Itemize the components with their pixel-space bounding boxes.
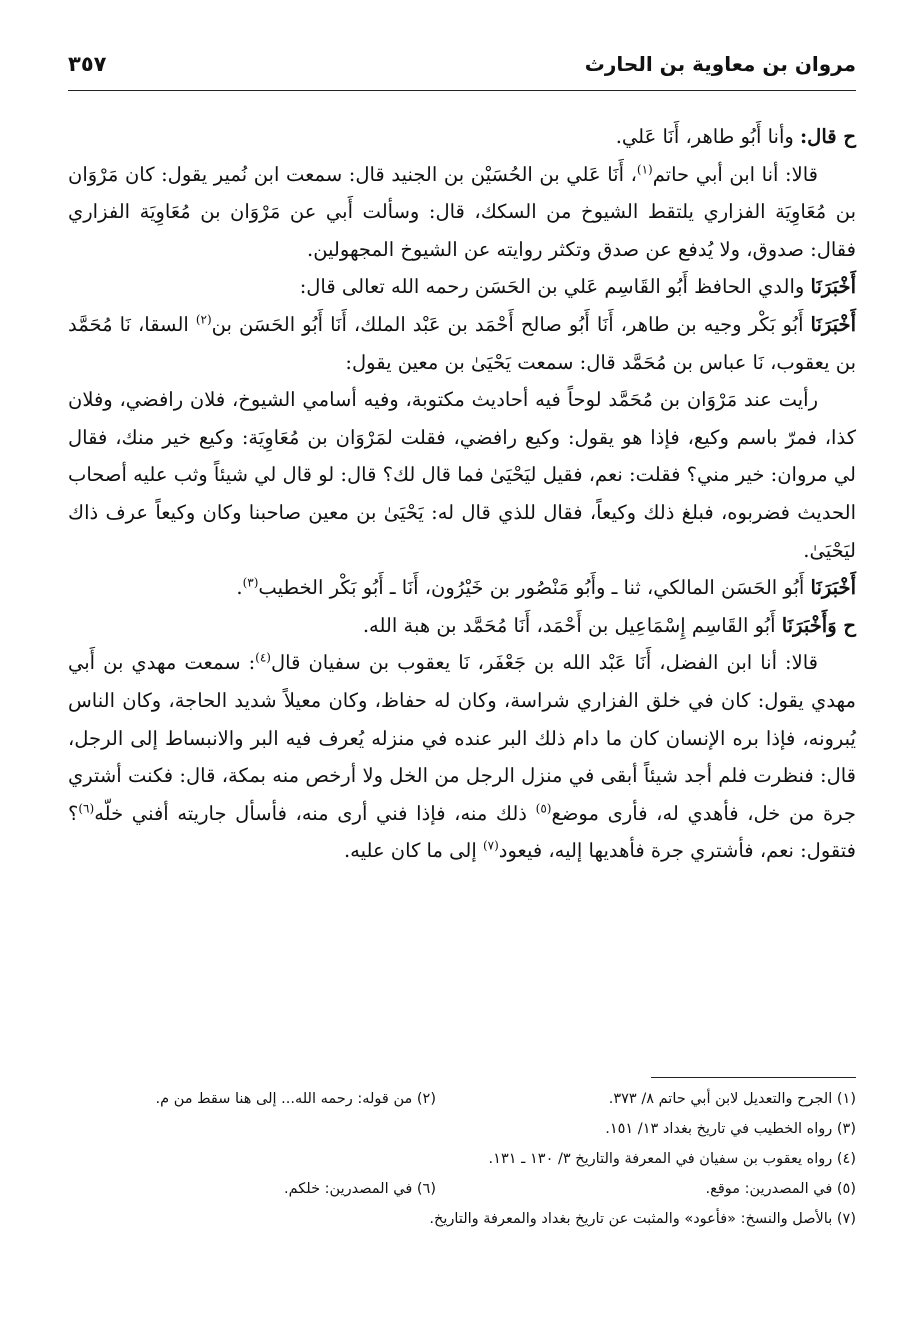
footnote-marker: (١) (636, 162, 653, 177)
text-run: : سمعت مهدي بن أَبي مهدي يقول: كان في خلق الفزاري شراسة، وكان له حفاظ، وكان معيلاً شديد الحاجة، وكان الناس يُبرونه، فإذا بره الإنسان كان ما دام ذلك البر عنده في منزله يُعرف فيه البر والانبساط إلى الرجل، قال: فنظرت فلم أجد شيئاً أبقى في منزل الرجل من الخل ولا أرخص منه بمكة، قال: فكنت أشتري جرة من خل، فأهدي له، فأرى موضع (68, 651, 856, 825)
paragraph-lead: ح قال: (799, 125, 856, 148)
text-run: . (236, 576, 243, 600)
text-run: وأنا أَبُو طاهر، أَنَا عَلي. (615, 125, 800, 148)
paragraph-lead: أَخْبَرَنَا (810, 275, 856, 299)
paragraph (68, 156, 856, 269)
footnote: (٦) في المصدرين: خلكم. (284, 1181, 436, 1197)
header-title: مروان بن معاوية بن الحارث (584, 52, 856, 76)
footnote-row (68, 1084, 856, 1114)
text-run: والدي الحافظ أَبُو القَاسِم عَلي بن الحَسَن رحمه الله تعالى قال: (299, 275, 811, 299)
paragraph (68, 118, 856, 156)
page-number: ٣٥٧ (68, 52, 107, 76)
text-run: أَبُو القَاسِم إِسْمَاعِيل بن أَحْمَد، أَنَا مُحَمَّد بن هبة الله. (362, 613, 782, 637)
paragraph (68, 607, 856, 645)
footnotes (68, 1084, 856, 1234)
footnote-marker: (٥) (535, 801, 552, 816)
footnote: (٣) رواه الخطيب في تاريخ بغداد ١٣/ ١٥١. (605, 1121, 856, 1137)
text-run: أَبُو بَكْر وجيه بن طاهر، أَنَا أَبُو صالح أَحْمَد بن عَبْد الملك، أَنَا أَبُو الحَسَن بن (211, 312, 811, 336)
footnote: (٧) بالأصل والنسخ: «فأعود» والمثبت عن تاريخ بغداد والمعرفة والتاريخ. (429, 1211, 856, 1227)
text-run: ، أَنَا عَلي بن الحُسَيْن بن الجنيد قال: سمعت ابن نُمير يقول: كان مَرْوَان بن مُعَاوِيَة الفزاري يلتقط الشيوخ من السكك، قال: وسألت أَبي عن مَرْوَان بن مُعَاوِيَة الفزاري فقال: صدوق، ولا يُدفع عن صدق وتكثر روايته عن الشيوخ المجهولين. (68, 162, 856, 261)
footnote: (٢) من قوله: رحمه الله... إلى هنا سقط من م. (155, 1091, 436, 1107)
text-run: ؟ فتقول: نعم، فأشتري جرة فأهديها إليه، فيعود (68, 801, 856, 863)
text-run: إلى ما كان عليه. (343, 839, 483, 863)
paragraph (68, 569, 856, 607)
footnote-row (68, 1144, 856, 1174)
paragraph (68, 381, 856, 569)
paragraph (68, 306, 856, 381)
text-run: قالا: أنا ابن أبي حاتم (652, 162, 818, 186)
text-run: ذلك منه، فإذا فني أرى منه، فأسأل جاريته أفني خلّه (94, 801, 536, 825)
footnote-row (68, 1204, 856, 1234)
footnote-marker: (٤) (255, 650, 271, 665)
text-run: قالا: أنا ابن الفضل، أَنَا عَبْد الله بن جَعْفَر، نَا يعقوب بن سفيان قال (270, 651, 818, 675)
paragraph-lead: أَخْبَرَنَا (810, 312, 856, 336)
text-run: السقا، نَا مُحَمَّد بن يعقوب، نَا عباس بن مُحَمَّد قال: سمعت يَحْيَىٰ بن معين يقول: (68, 312, 856, 374)
footnote-row (68, 1114, 856, 1144)
text-run: أَبُو الحَسَن المالكي، ثنا ـ وأَبُو مَنْصُور بن خَيْرُون، أَنَا ـ أَبُو بَكْر الخطيب (258, 576, 811, 600)
text-run: رأيت عند مَرْوَان بن مُحَمَّد لوحاً فيه أحاديث مكتوبة، وفيه أسامي الشيوخ، فلان رافضي، وفلان كذا، فمرّ باسم وكيع، فإذا هو يقول: وكيع رافضي، فقلت لمَرْوَان بن مُعَاوِيَة: وكيع خير منك، فقال لي مروان: خير مني؟ فقلت: نعم، فقيل ليَحْيَىٰ فما قال لك؟ قال: لو قال لي شيئاً وثب عليه أصحاب الحديث فضربوه، فبلغ ذلك وكيعاً، فقال للذي قال له: يَحْيَىٰ بن معين صاحبنا وكان وكيعاً عرف ذاك ليَحْيَىٰ. (68, 388, 856, 562)
footnote-row (68, 1174, 856, 1204)
footnote: (٥) في المصدرين: موقع. (705, 1181, 856, 1197)
paragraph-lead: ح وَأَخْبَرَنَا (781, 613, 856, 637)
footnote-marker: (٧) (482, 838, 499, 853)
paragraph-lead: أَخْبَرَنَا (810, 576, 856, 600)
paragraph (68, 268, 856, 306)
footnote-divider (651, 1077, 856, 1078)
footnote-marker: (٢) (195, 312, 212, 327)
footnote-marker: (٦) (78, 801, 95, 816)
footnote: (٤) رواه يعقوب بن سفيان في المعرفة والتاريخ ٣/ ١٣٠ ـ ١٣١. (488, 1151, 856, 1167)
running-header (68, 42, 856, 91)
footnote: (١) الجرح والتعديل لابن أبي حاتم ٨/ ٣٧٣. (608, 1091, 856, 1107)
main-text (68, 118, 856, 870)
footnote-marker: (٣) (242, 575, 259, 590)
paragraph (68, 644, 856, 870)
